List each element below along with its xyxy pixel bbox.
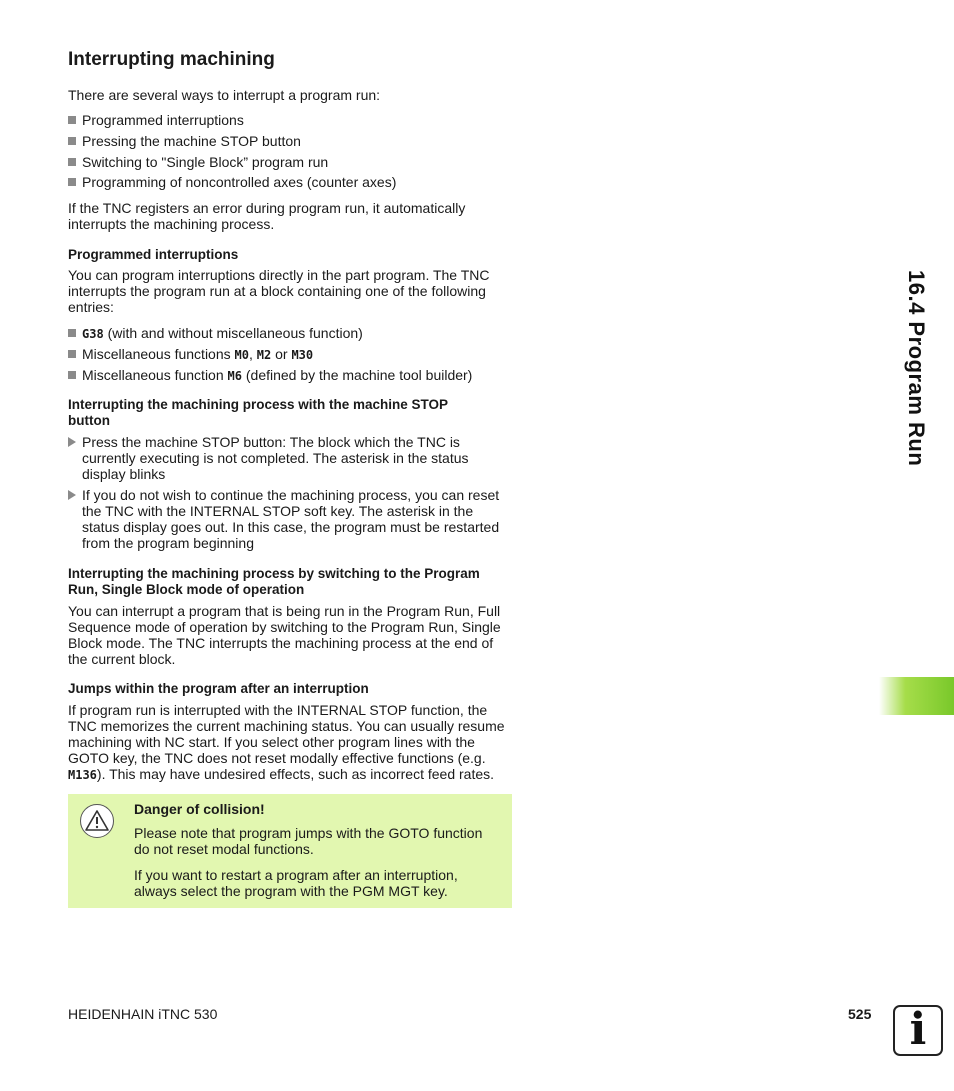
warning-text-1: Please note that program jumps with the GOTO function do not reset modal functions. xyxy=(134,825,483,857)
list-item: Miscellaneous functions M0, M2 or M30 xyxy=(68,346,513,363)
warning-triangle-icon xyxy=(80,804,114,838)
page-title: Interrupting machining xyxy=(68,49,275,70)
section-heading-stop: Interrupting the machining process with the machine STOP button xyxy=(68,397,449,428)
single-block-paragraph: You can interrupt a program that is being run in the Program Run, Full Sequence mode of operation by switching to the Program Run, Single Block mode. The TNC interrupts the machining process at the end of the current block. xyxy=(68,603,501,667)
step-arrow-icon xyxy=(68,490,76,500)
warning-text-2: If you want to restart a program after an interruption, always select the program with the PGM MGT key. xyxy=(134,867,458,899)
section-heading-single-block: Interrupting the machining process by switching to the Program Run, Single Block mode of operation xyxy=(68,566,480,597)
error-paragraph: If the TNC registers an error during program run, it automatically interrupts the machining process. xyxy=(68,200,466,232)
step-item: If you do not wish to continue the machining process, you can reset the TNC with the INTERNAL STOP soft key. The asterisk in the status display goes out. In this case, the program must be restarted from the program beginning xyxy=(68,487,513,551)
list-item: Programmed interruptions xyxy=(68,112,513,128)
list-item: G38 (with and without miscellaneous function) xyxy=(68,325,513,342)
chapter-side-title: 16.4 Program Run xyxy=(904,270,929,467)
section-heading-programmed: Programmed interruptions xyxy=(68,247,239,262)
list-item: Programming of noncontrolled axes (counter axes) xyxy=(68,174,513,190)
warning-box xyxy=(68,794,512,908)
programmed-paragraph: You can program interruptions directly in the part program. The TNC interrupts the program run at a block containing one of the following entries: xyxy=(68,267,490,315)
step-item: Press the machine STOP button: The block which the TNC is currently executing is not completed. The asterisk in the status display blinks xyxy=(68,434,513,482)
step-arrow-icon xyxy=(68,437,76,447)
list-item: Switching to "Single Block” program run xyxy=(68,154,513,170)
warning-title: Danger of collision! xyxy=(134,801,265,817)
footer-manual-title: HEIDENHAIN iTNC 530 xyxy=(68,1006,218,1022)
jumps-paragraph: If program run is interrupted with the INTERNAL STOP function, the TNC memorizes the current machining status. You can usually resume machining with NC start. If you select other program lines with the GOTO key, the TNC does not reset modally effective functions (e.g. M136). This may have undesired effects, such as incorrect feed rates. xyxy=(68,702,505,782)
page-number: 525 xyxy=(848,1006,872,1022)
chapter-tab xyxy=(879,677,954,715)
list-item: Pressing the machine STOP button xyxy=(68,133,513,149)
info-icon: i xyxy=(893,1005,943,1056)
section-heading-jumps: Jumps within the program after an interruption xyxy=(68,681,369,696)
list-item: Miscellaneous function M6 (defined by the machine tool builder) xyxy=(68,367,513,384)
intro-text: There are several ways to interrupt a program run: xyxy=(68,87,381,103)
